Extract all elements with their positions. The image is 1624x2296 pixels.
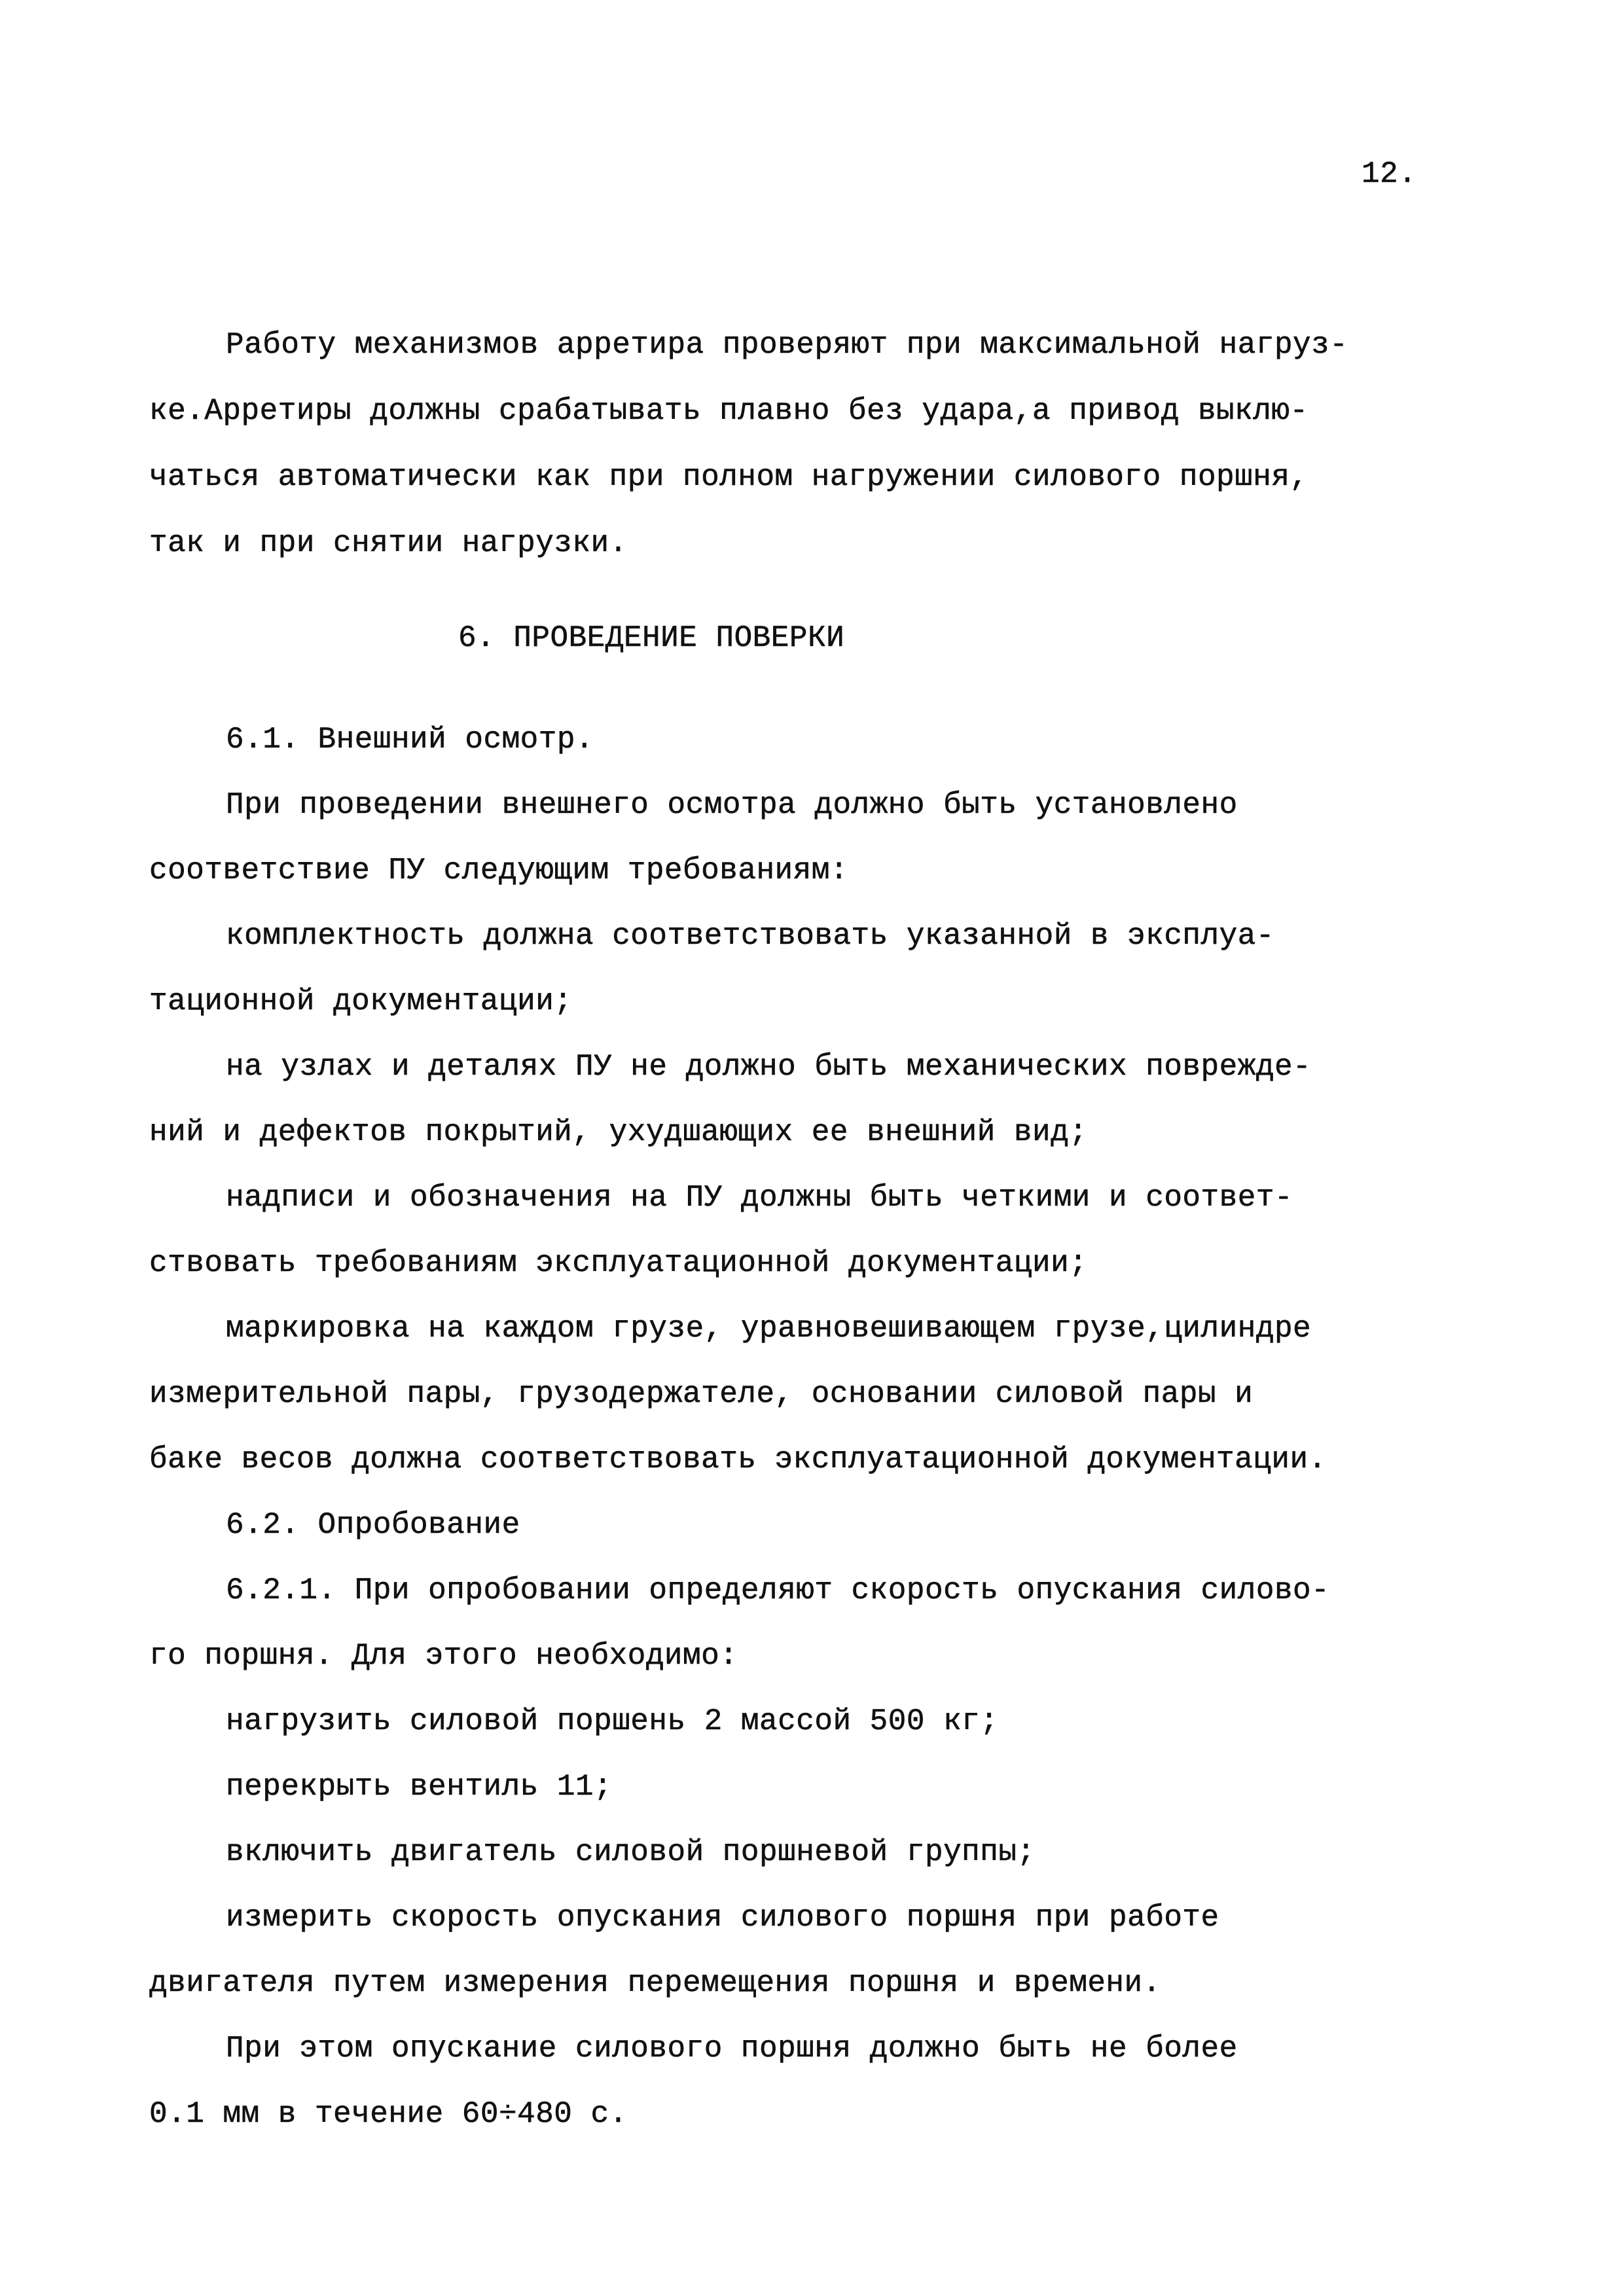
requirement-item: тационной документации; bbox=[149, 984, 573, 1018]
paragraph-line: Работу механизмов арретира проверяют при максимальной нагруз- bbox=[226, 328, 1348, 362]
paragraph-line: 0.1 мм в течение 60÷480 с. bbox=[149, 2097, 628, 2131]
requirement-item: ствовать требованиям эксплуатационной документации; bbox=[149, 1246, 1088, 1280]
paragraph-line: соответствие ПУ следующим требованиям: bbox=[149, 853, 848, 888]
paragraph-line: го поршня. Для этого необходимо: bbox=[149, 1639, 738, 1673]
requirement-item: измерительной пары, грузодержателе, основании силовой пары и bbox=[149, 1377, 1254, 1411]
procedure-step: измерить скорость опускания силового поршня при работе bbox=[226, 1901, 1219, 1935]
paragraph-line: чаться автоматически как при полном нагружении силового поршня, bbox=[149, 460, 1308, 494]
paragraph-line: При проведении внешнего осмотра должно быть установлено bbox=[226, 788, 1238, 822]
procedure-step: включить двигатель силовой поршневой группы; bbox=[226, 1835, 1036, 1869]
paragraph-line: При этом опускание силового поршня должно быть не более bbox=[226, 2032, 1238, 2066]
page-number: 12. bbox=[1362, 157, 1417, 191]
requirement-item: ний и дефектов покрытий, ухудшающих ее внешний вид; bbox=[149, 1115, 1088, 1149]
paragraph-line: так и при снятии нагрузки. bbox=[149, 526, 628, 560]
paragraph-line: 6.2.1. При опробовании определяют скорость опускания силово- bbox=[226, 1573, 1330, 1607]
subsection-heading: 6.2. Опробование bbox=[226, 1508, 520, 1542]
requirement-item: баке весов должна соответствовать эксплуатационной документации. bbox=[149, 1443, 1327, 1477]
section-heading: 6. ПРОВЕДЕНИЕ ПОВЕРКИ bbox=[458, 621, 845, 655]
procedure-step: нагрузить силовой поршень 2 массой 500 кг; bbox=[226, 1704, 999, 1738]
procedure-step: двигателя путем измерения перемещения поршня и времени. bbox=[149, 1966, 1161, 2000]
subsection-heading: 6.1. Внешний осмотр. bbox=[226, 723, 594, 757]
requirement-item: маркировка на каждом грузе, уравновешивающем грузе,цилиндре bbox=[226, 1312, 1312, 1346]
requirement-item: надписи и обозначения на ПУ должны быть четкими и соответ- bbox=[226, 1181, 1293, 1215]
paragraph-line: ке.Арретиры должны срабатывать плавно без удара,а привод выклю- bbox=[149, 394, 1308, 428]
requirement-item: комплектность должна соответствовать указанной в эксплуа- bbox=[226, 919, 1274, 953]
procedure-step: перекрыть вентиль 11; bbox=[226, 1770, 613, 1804]
requirement-item: на узлах и деталях ПУ не должно быть механических поврежде- bbox=[226, 1050, 1312, 1084]
